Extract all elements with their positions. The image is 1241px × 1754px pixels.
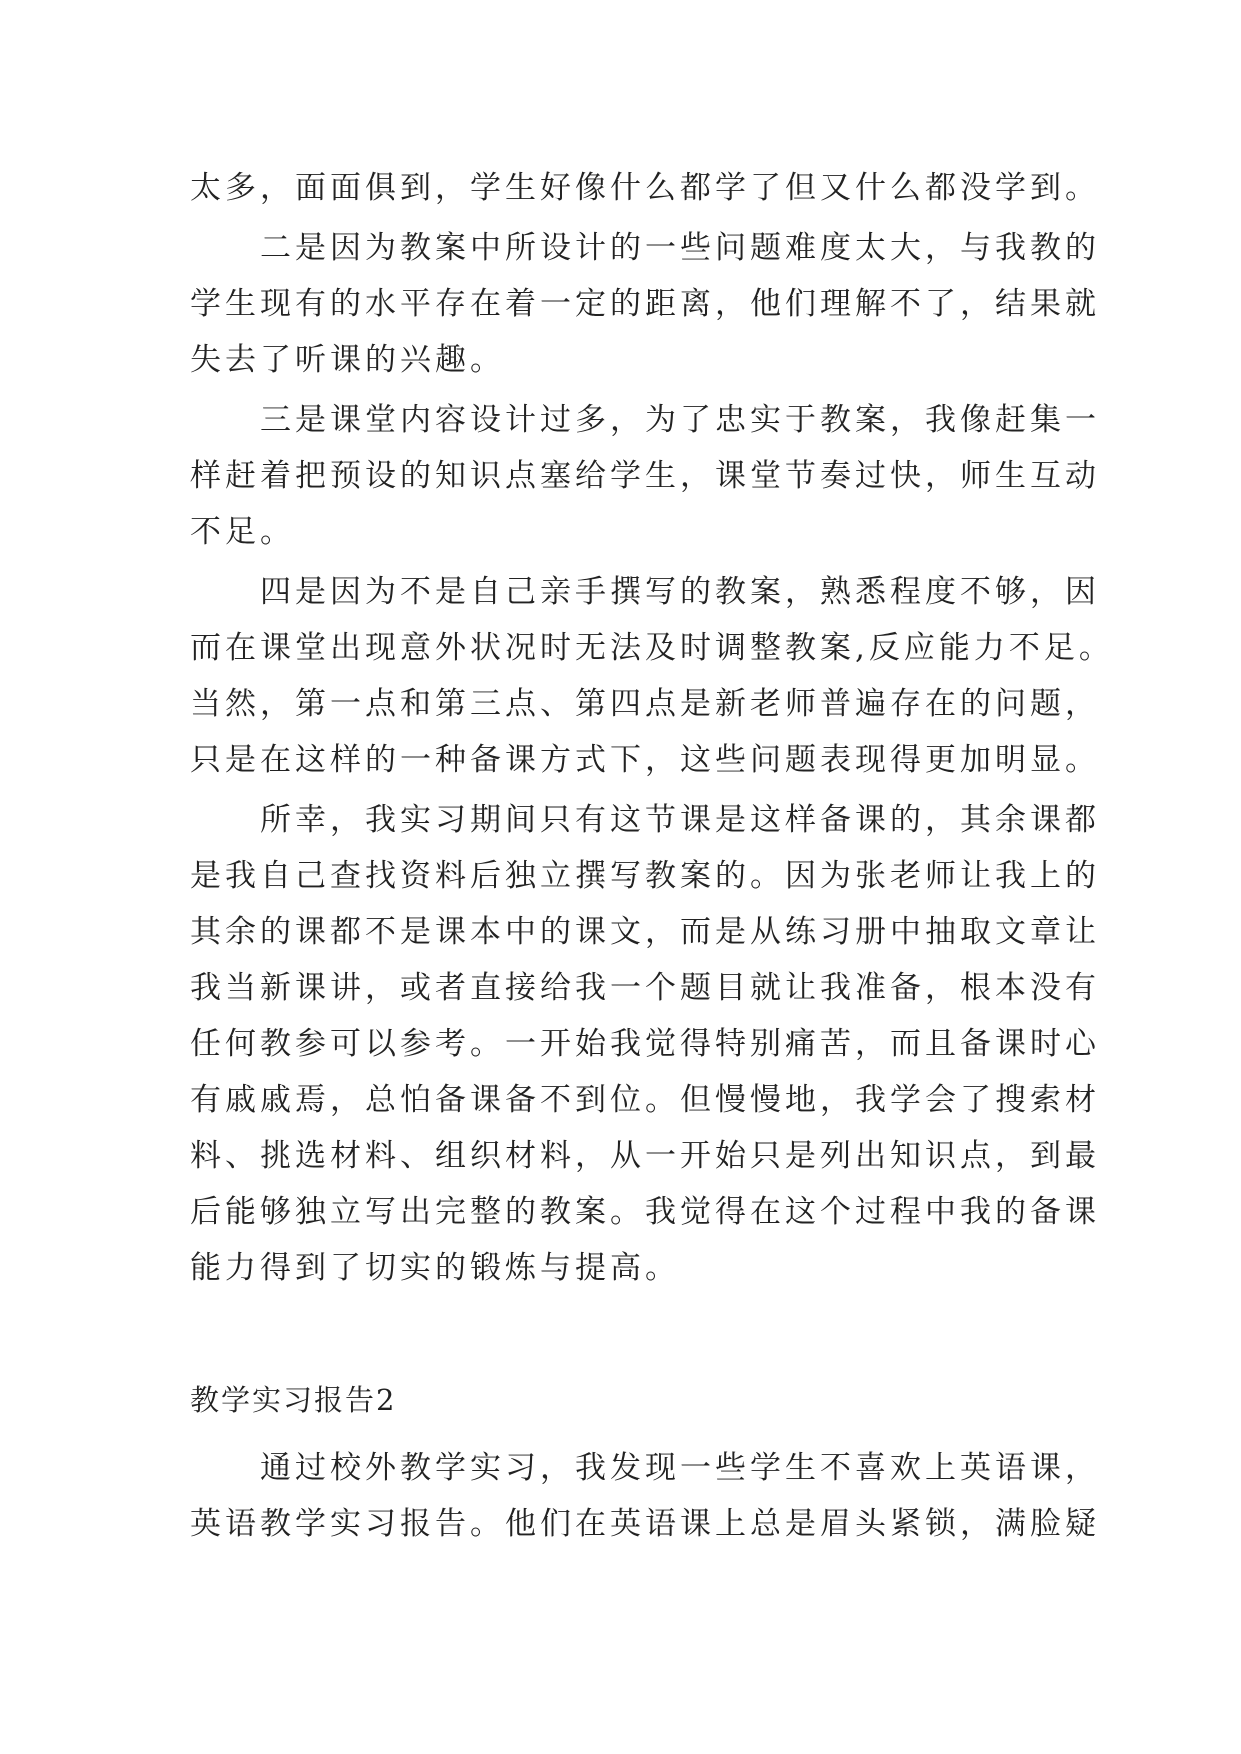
paragraph-line: 只是在这样的一种备课方式下，这些问题表现得更加明显。 [190, 742, 1100, 778]
paragraph-line: 有戚戚焉，总怕备课备不到位。但慢慢地，我学会了搜索材 [190, 1082, 1100, 1118]
paragraph-line: 三是课堂内容设计过多，为了忠实于教案，我像赶集一 [190, 402, 1100, 438]
paragraph-line: 而在课堂出现意外状况时无法及时调整教案,反应能力不足。 [190, 630, 1114, 666]
paragraph-line: 样赶着把预设的知识点塞给学生，课堂节奏过快，师生互动 [190, 458, 1100, 494]
section-heading: 教学实习报告2 [190, 1383, 397, 1417]
paragraph-line: 学生现有的水平存在着一定的距离，他们理解不了，结果就 [190, 286, 1100, 322]
paragraph-line: 通过校外教学实习，我发现一些学生不喜欢上英语课， [190, 1450, 1100, 1486]
paragraph-line: 四是因为不是自己亲手撰写的教案，熟悉程度不够，因 [190, 574, 1100, 610]
paragraph-line: 能力得到了切实的锻炼与提高。 [190, 1250, 680, 1286]
paragraph-line: 料、挑选材料、组织材料，从一开始只是列出知识点，到最 [190, 1138, 1100, 1174]
paragraph-line: 所幸，我实习期间只有这节课是这样备课的，其余课都 [190, 802, 1100, 838]
paragraph-line: 后能够独立写出完整的教案。我觉得在这个过程中我的备课 [190, 1194, 1100, 1230]
section-body-text [190, 1440, 1100, 1552]
body-text [190, 160, 1114, 1296]
paragraph-line: 英语教学实习报告。他们在英语课上总是眉头紧锁，满脸疑 [190, 1506, 1100, 1542]
paragraph-line: 其余的课都不是课本中的课文，而是从练习册中抽取文章让 [190, 914, 1100, 950]
paragraph-line: 是我自己查找资料后独立撰写教案的。因为张老师让我上的 [190, 858, 1100, 894]
paragraph-line: 当然，第一点和第三点、第四点是新老师普遍存在的问题， [190, 686, 1100, 722]
paragraph-line: 二是因为教案中所设计的一些问题难度太大，与我教的 [190, 230, 1100, 266]
paragraph-line: 任何教参可以参考。一开始我觉得特别痛苦，而且备课时心 [190, 1026, 1100, 1062]
paragraph-line: 失去了听课的兴趣。 [190, 342, 505, 378]
paragraph-line: 不足。 [190, 514, 295, 550]
paragraph-line: 太多，面面俱到，学生好像什么都学了但又什么都没学到。 [190, 170, 1100, 206]
paragraph-line: 我当新课讲，或者直接给我一个题目就让我准备，根本没有 [190, 970, 1100, 1006]
